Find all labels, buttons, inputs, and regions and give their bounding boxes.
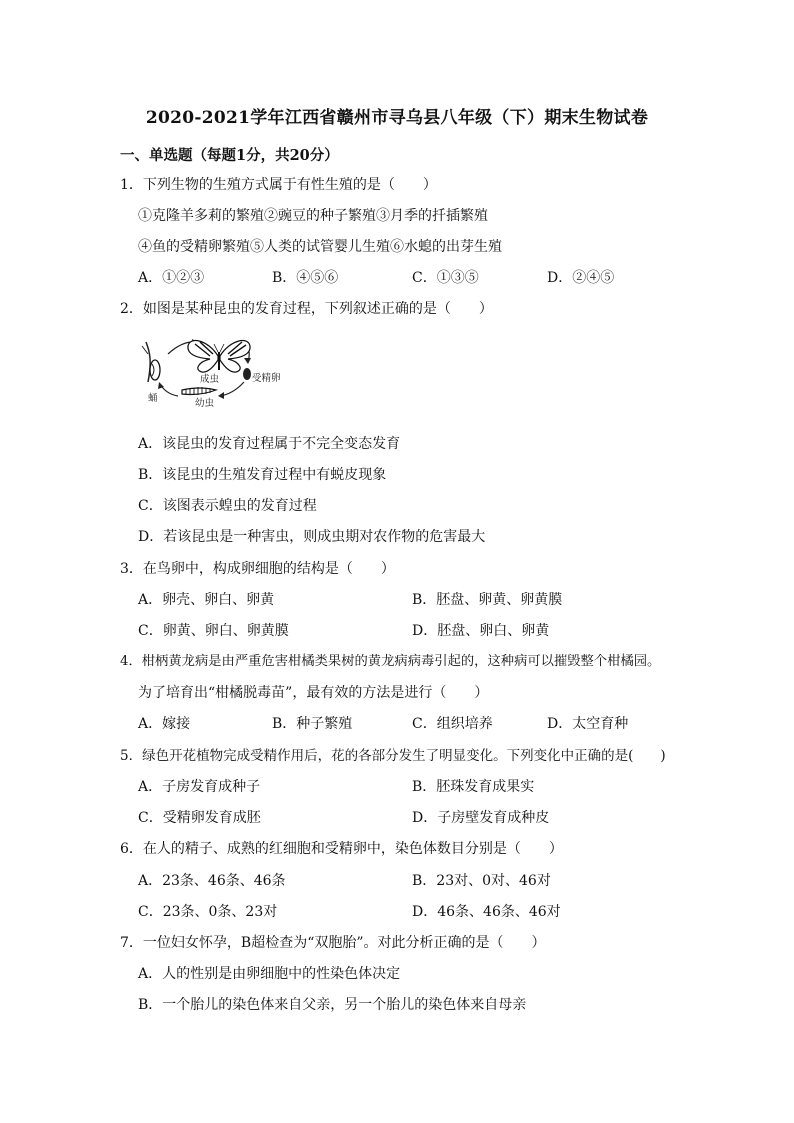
question-1-option-b: B．④⑤⑥ [272, 270, 339, 286]
question-5-option-c: C．受精卵发育成胚 [138, 810, 261, 826]
question-1-option-c: C．①③⑤ [412, 270, 479, 286]
question-6-option-b: B．23对、0对、46对 [412, 873, 551, 889]
question-2-option-d: D．若该昆虫是一种害虫，则成虫期对农作物的危害最大 [138, 529, 486, 545]
question-5-stem: 5．绿色开花植物完成受精作用后，花的各部分发生了明显变化。下列变化中正确的是( ) [120, 748, 666, 764]
question-2-option-a: A．该昆虫的发育过程属于不完全变态发育 [138, 436, 401, 452]
question-1-list-line-2: ④鱼的受精卵繁殖⑤人类的试管婴儿生殖⑥水螅的出芽生殖 [138, 239, 502, 255]
question-7-option-b: B．一个胎儿的染色体来自父亲，另一个胎儿的染色体来自母亲 [138, 997, 527, 1013]
question-1-option-d: D．②④⑤ [547, 270, 615, 286]
question-1-list-line-1: ①克隆羊多莉的繁殖②豌豆的种子繁殖③月季的扦插繁殖 [138, 208, 488, 224]
label-larva: 幼虫 [195, 398, 215, 407]
label-pupa: 蛹 [148, 393, 158, 404]
question-4-stem-continued: 为了培育出“柑橘脱毒苗”，最有效的方法是进行（ ） [138, 685, 489, 701]
question-6-option-a: A．23条、46条、46条 [138, 873, 286, 889]
question-5-option-a: A．子房发育成种子 [138, 779, 261, 795]
question-5-option-d: D．子房壁发育成种皮 [412, 810, 550, 826]
question-6-option-d: D．46条、46条、46对 [412, 904, 561, 920]
question-3-stem: 3．在鸟卵中，构成卵细胞的结构是（ ） [120, 561, 395, 577]
butterfly-icon [188, 341, 250, 373]
question-3-option-a: A．卵壳、卵白、卵黄 [138, 592, 275, 608]
label-adult: 成虫 [200, 374, 220, 385]
question-4-option-c: C．组织培养 [412, 716, 493, 732]
question-4-option-d: D．太空育种 [547, 716, 629, 732]
question-2-stem: 2．如图是某种昆虫的发育过程，下列叙述正确的是（ ） [120, 301, 493, 317]
question-1-option-a: A．①②③ [138, 270, 205, 286]
page-title: 2020-2021学年江西省赣州市寻乌县八年级（下）期末生物试卷 [145, 108, 649, 128]
question-3-option-c: C．卵黄、卵白、卵黄膜 [138, 623, 289, 639]
question-4-option-a: A．嫁接 [138, 716, 191, 732]
question-3-option-d: D．胚盘、卵白、卵黄 [412, 623, 550, 639]
question-4-stem: 4．柑柄黄龙病是由严重危害柑橘类果树的黄龙病病毒引起的，这种病可以摧毁整个柑橘园。 [120, 654, 661, 669]
arrow-head-3 [218, 392, 224, 399]
egg-icon [243, 368, 251, 380]
question-4-option-b: B．种子繁殖 [272, 716, 353, 732]
pupa-icon [142, 342, 160, 382]
question-5-option-b: B．胚珠发育成果实 [412, 779, 535, 795]
question-3-option-b: B．胚盘、卵黄、卵黄膜 [412, 592, 563, 608]
section-heading: 一、单选题（每题1分，共20分） [120, 147, 339, 164]
question-6-stem: 6．在人的精子、成熟的红细胞和受精卵中，染色体数目分别是（ ） [120, 841, 563, 857]
question-2-option-b: B．该昆虫的生殖发育过程中有蜕皮现象 [138, 467, 387, 483]
question-7-stem: 7．一位妇女怀孕，B超检查为“双胞胎”。对此分析正确的是（ ） [120, 935, 546, 951]
question-2-option-c: C．该图表示蝗虫的发育过程 [138, 498, 317, 514]
label-egg: 受精卵 [252, 373, 281, 384]
question-6-option-c: C．23条、0条、23对 [138, 904, 278, 920]
question-1-stem: 1．下列生物的生殖方式属于有性生殖的是（ ） [120, 177, 437, 193]
larva-icon [182, 387, 216, 395]
insect-lifecycle-diagram [138, 332, 303, 407]
arrow-head-2 [244, 358, 251, 364]
question-7-option-a: A．人的性别是由卵细胞中的性染色体决定 [138, 966, 401, 982]
